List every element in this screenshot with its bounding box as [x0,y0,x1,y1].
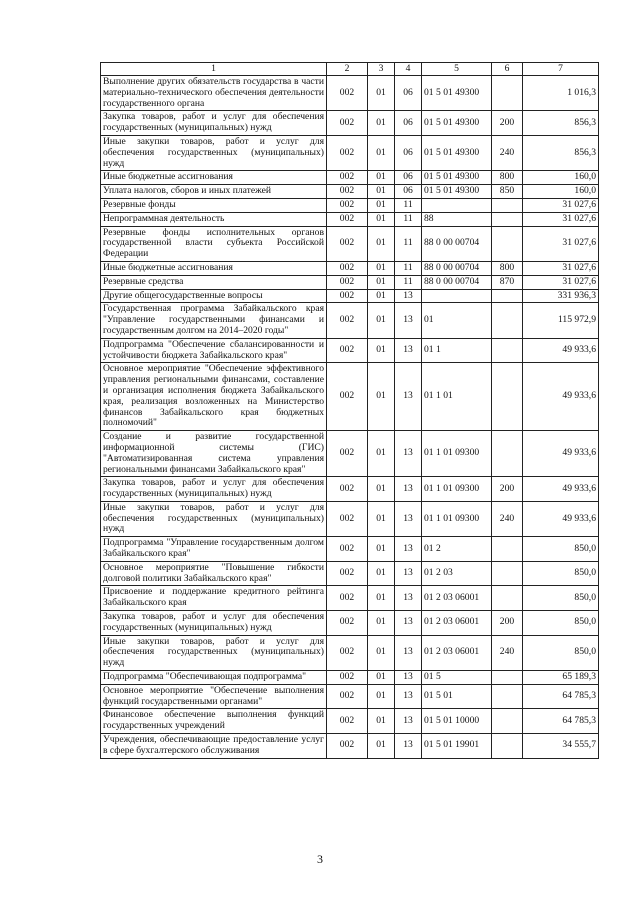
expense-type-cell [492,226,523,261]
row-name-cell: Иные закупки товаров, работ и услуг для обеспечения государственных (муниципальных) нужд [101,501,327,536]
amount-cell: 65 189,3 [523,671,599,685]
header-col-2: 2 [327,63,368,76]
expense-type-cell: 240 [492,635,523,670]
amount-cell: 31 027,6 [523,226,599,261]
subsection-code-cell: 06 [395,185,422,199]
ministry-code-cell: 002 [327,586,368,611]
header-col-6: 6 [492,63,523,76]
row-name-cell: Иные бюджетные ассигнования [101,171,327,185]
target-item-cell: 01 5 01 49300 [422,76,492,111]
table-row [101,111,599,136]
section-code-cell: 01 [368,537,395,562]
subsection-code-cell: 13 [395,734,422,759]
subsection-code-cell: 13 [395,363,422,431]
expense-type-cell [492,431,523,477]
subsection-code-cell: 06 [395,171,422,185]
budget-table [100,62,599,759]
subsection-code-cell: 11 [395,261,422,275]
row-name-cell: Закупка товаров, работ и услуг для обеспечения государственных (муниципальных) нужд [101,611,327,636]
subsection-code-cell: 13 [395,431,422,477]
expense-type-cell: 200 [492,111,523,136]
target-item-cell [422,198,492,212]
ministry-code-cell: 002 [327,338,368,363]
header-col-1: 1 [101,63,327,76]
section-code-cell: 01 [368,734,395,759]
amount-cell: 64 785,3 [523,709,599,734]
expense-type-cell [492,671,523,685]
target-item-cell: 01 5 01 [422,684,492,709]
subsection-code-cell: 11 [395,275,422,289]
row-name-cell: Закупка товаров, работ и услуг для обеспечения государственных (муниципальных) нужд [101,477,327,502]
amount-cell: 31 027,6 [523,198,599,212]
section-code-cell: 01 [368,684,395,709]
amount-cell: 31 027,6 [523,275,599,289]
table-row [101,198,599,212]
expense-type-cell [492,709,523,734]
ministry-code-cell: 002 [327,289,368,303]
amount-cell: 49 933,6 [523,363,599,431]
row-name-cell: Финансовое обеспечение выполнения функций государственных учреждений [101,709,327,734]
target-item-cell: 88 0 00 00704 [422,275,492,289]
row-name-cell: Учреждения, обеспечивающие предоставление услуг в сфере бухгалтерского обслуживания [101,734,327,759]
subsection-code-cell: 06 [395,76,422,111]
amount-cell: 34 555,7 [523,734,599,759]
row-name-cell: Резервные фонды исполнительных органов государственной власти субъекта Российской Федерации [101,226,327,261]
subsection-code-cell: 11 [395,212,422,226]
target-item-cell: 01 5 01 19901 [422,734,492,759]
ministry-code-cell: 002 [327,363,368,431]
subsection-code-cell: 13 [395,338,422,363]
row-name-cell: Уплата налогов, сборов и иных платежей [101,185,327,199]
table-body [101,76,599,759]
target-item-cell: 01 1 [422,338,492,363]
ministry-code-cell: 002 [327,171,368,185]
row-name-cell: Иные бюджетные ассигнования [101,261,327,275]
section-code-cell: 01 [368,611,395,636]
table-row [101,275,599,289]
ministry-code-cell: 002 [327,275,368,289]
table-row [101,734,599,759]
table-row [101,501,599,536]
amount-cell: 850,0 [523,586,599,611]
table-row [101,289,599,303]
section-code-cell: 01 [368,171,395,185]
expense-type-cell: 850 [492,185,523,199]
table-row [101,537,599,562]
section-code-cell: 01 [368,635,395,670]
section-code-cell: 01 [368,185,395,199]
table-row [101,171,599,185]
amount-cell: 160,0 [523,171,599,185]
section-code-cell: 01 [368,261,395,275]
row-name-cell: Резервные средства [101,275,327,289]
amount-cell: 49 933,6 [523,477,599,502]
subsection-code-cell: 13 [395,561,422,586]
target-item-cell: 01 5 [422,671,492,685]
table-row [101,226,599,261]
amount-cell: 115 972,9 [523,303,599,338]
expense-type-cell: 870 [492,275,523,289]
amount-cell: 850,0 [523,635,599,670]
section-code-cell: 01 [368,338,395,363]
target-item-cell: 01 5 01 10000 [422,709,492,734]
table-row [101,709,599,734]
amount-cell: 856,3 [523,111,599,136]
section-code-cell: 01 [368,275,395,289]
subsection-code-cell: 13 [395,477,422,502]
header-col-5: 5 [422,63,492,76]
amount-cell: 49 933,6 [523,431,599,477]
table-row [101,684,599,709]
target-item-cell: 01 2 [422,537,492,562]
row-name-cell: Основное мероприятие "Повышение гибкости долговой политики Забайкальского края" [101,561,327,586]
target-item-cell: 01 5 01 49300 [422,111,492,136]
ministry-code-cell: 002 [327,226,368,261]
ministry-code-cell: 002 [327,198,368,212]
expense-type-cell [492,303,523,338]
table-row [101,635,599,670]
amount-cell: 856,3 [523,135,599,170]
subsection-code-cell: 11 [395,198,422,212]
section-code-cell: 01 [368,586,395,611]
ministry-code-cell: 002 [327,303,368,338]
target-item-cell: 01 2 03 06001 [422,611,492,636]
ministry-code-cell: 002 [327,76,368,111]
subsection-code-cell: 13 [395,611,422,636]
amount-cell: 49 933,6 [523,501,599,536]
row-name-cell: Государственная программа Забайкальского края "Управление государственными финансами и государственным долгом на 2014–2020 годы" [101,303,327,338]
row-name-cell: Подпрограмма "Управление государственным долгом Забайкальского края" [101,537,327,562]
table-row [101,303,599,338]
page-number: 3 [317,852,323,866]
expense-type-cell [492,734,523,759]
row-name-cell: Основное мероприятие "Обеспечение выполнения функций государственными органами" [101,684,327,709]
table-row [101,671,599,685]
subsection-code-cell: 13 [395,586,422,611]
row-name-cell: Другие общегосударственные вопросы [101,289,327,303]
row-name-cell: Закупка товаров, работ и услуг для обеспечения государственных (муниципальных) нужд [101,111,327,136]
amount-cell: 49 933,6 [523,338,599,363]
expense-type-cell [492,684,523,709]
row-name-cell: Иные закупки товаров, работ и услуг для обеспечения государственных (муниципальных) нужд [101,635,327,670]
header-col-4: 4 [395,63,422,76]
row-name-cell: Подпрограмма "Обеспечивающая подпрограмма" [101,671,327,685]
target-item-cell: 01 1 01 09300 [422,477,492,502]
table-row [101,477,599,502]
table-row [101,261,599,275]
target-item-cell: 01 1 01 09300 [422,431,492,477]
target-item-cell: 88 0 00 00704 [422,261,492,275]
header-col-3: 3 [368,63,395,76]
expense-type-cell [492,289,523,303]
target-item-cell: 01 5 01 49300 [422,135,492,170]
expense-type-cell [492,198,523,212]
table-row [101,611,599,636]
subsection-code-cell: 13 [395,303,422,338]
ministry-code-cell: 002 [327,671,368,685]
row-name-cell: Подпрограмма "Обеспечение сбалансированности и устойчивости бюджета Забайкальского края" [101,338,327,363]
amount-cell: 331 936,3 [523,289,599,303]
header-col-7: 7 [523,63,599,76]
ministry-code-cell: 002 [327,709,368,734]
ministry-code-cell: 002 [327,431,368,477]
target-item-cell: 01 2 03 06001 [422,586,492,611]
subsection-code-cell: 13 [395,501,422,536]
row-name-cell: Присвоение и поддержание кредитного рейтинга Забайкальского края [101,586,327,611]
section-code-cell: 01 [368,431,395,477]
expense-type-cell: 800 [492,261,523,275]
amount-cell: 850,0 [523,537,599,562]
expense-type-cell [492,537,523,562]
table-row [101,586,599,611]
expense-type-cell [492,363,523,431]
subsection-code-cell: 13 [395,709,422,734]
section-code-cell: 01 [368,501,395,536]
table-row [101,76,599,111]
ministry-code-cell: 002 [327,501,368,536]
expense-type-cell [492,338,523,363]
expense-type-cell: 240 [492,501,523,536]
target-item-cell: 88 [422,212,492,226]
amount-cell: 31 027,6 [523,261,599,275]
target-item-cell [422,289,492,303]
section-code-cell: 01 [368,477,395,502]
target-item-cell: 01 1 01 [422,363,492,431]
section-code-cell: 01 [368,226,395,261]
row-name-cell: Резервные фонды [101,198,327,212]
expense-type-cell: 200 [492,611,523,636]
subsection-code-cell: 13 [395,671,422,685]
expense-type-cell [492,76,523,111]
table-row [101,431,599,477]
ministry-code-cell: 002 [327,261,368,275]
amount-cell: 64 785,3 [523,684,599,709]
section-code-cell: 01 [368,76,395,111]
ministry-code-cell: 002 [327,537,368,562]
target-item-cell: 01 1 01 09300 [422,501,492,536]
target-item-cell: 01 5 01 49300 [422,185,492,199]
ministry-code-cell: 002 [327,212,368,226]
target-item-cell: 01 5 01 49300 [422,171,492,185]
section-code-cell: 01 [368,212,395,226]
table-row [101,212,599,226]
target-item-cell: 88 0 00 00704 [422,226,492,261]
section-code-cell: 01 [368,289,395,303]
amount-cell: 850,0 [523,611,599,636]
section-code-cell: 01 [368,198,395,212]
section-code-cell: 01 [368,363,395,431]
table-row [101,185,599,199]
section-code-cell: 01 [368,709,395,734]
table-row [101,363,599,431]
expense-type-cell: 200 [492,477,523,502]
row-name-cell: Выполнение других обязательств государства в части материально-технического обеспечения деятельности государственного органа [101,76,327,111]
row-name-cell: Основное мероприятие "Обеспечение эффективного управления региональными финансами, составление и организация исполнения бюджета Забайкальского края, реализация возложенных на Министерство финансов Забайкальского края бюджетных полномочий" [101,363,327,431]
subsection-code-cell: 13 [395,289,422,303]
ministry-code-cell: 002 [327,111,368,136]
target-item-cell: 01 2 03 [422,561,492,586]
amount-cell: 850,0 [523,561,599,586]
row-name-cell: Иные закупки товаров, работ и услуг для обеспечения государственных (муниципальных) нужд [101,135,327,170]
target-item-cell: 01 2 03 06001 [422,635,492,670]
section-code-cell: 01 [368,561,395,586]
subsection-code-cell: 06 [395,135,422,170]
row-name-cell: Создание и развитие государственной информационной системы (ГИС) "Автоматизированная система управления региональными финансами Забайкальского края" [101,431,327,477]
expense-type-cell: 240 [492,135,523,170]
header-row [101,63,599,76]
section-code-cell: 01 [368,671,395,685]
amount-cell: 31 027,6 [523,212,599,226]
target-item-cell: 01 [422,303,492,338]
section-code-cell: 01 [368,303,395,338]
amount-cell: 1 016,3 [523,76,599,111]
section-code-cell: 01 [368,135,395,170]
ministry-code-cell: 002 [327,635,368,670]
subsection-code-cell: 13 [395,537,422,562]
subsection-code-cell: 11 [395,226,422,261]
ministry-code-cell: 002 [327,135,368,170]
expense-type-cell: 800 [492,171,523,185]
budget-table-sheet [100,62,598,759]
expense-type-cell [492,212,523,226]
ministry-code-cell: 002 [327,477,368,502]
table-row [101,338,599,363]
expense-type-cell [492,586,523,611]
table-row [101,561,599,586]
ministry-code-cell: 002 [327,684,368,709]
subsection-code-cell: 06 [395,111,422,136]
ministry-code-cell: 002 [327,734,368,759]
section-code-cell: 01 [368,111,395,136]
ministry-code-cell: 002 [327,611,368,636]
amount-cell: 160,0 [523,185,599,199]
table-row [101,135,599,170]
ministry-code-cell: 002 [327,561,368,586]
expense-type-cell [492,561,523,586]
subsection-code-cell: 13 [395,635,422,670]
row-name-cell: Непрограммная деятельность [101,212,327,226]
ministry-code-cell: 002 [327,185,368,199]
subsection-code-cell: 13 [395,684,422,709]
